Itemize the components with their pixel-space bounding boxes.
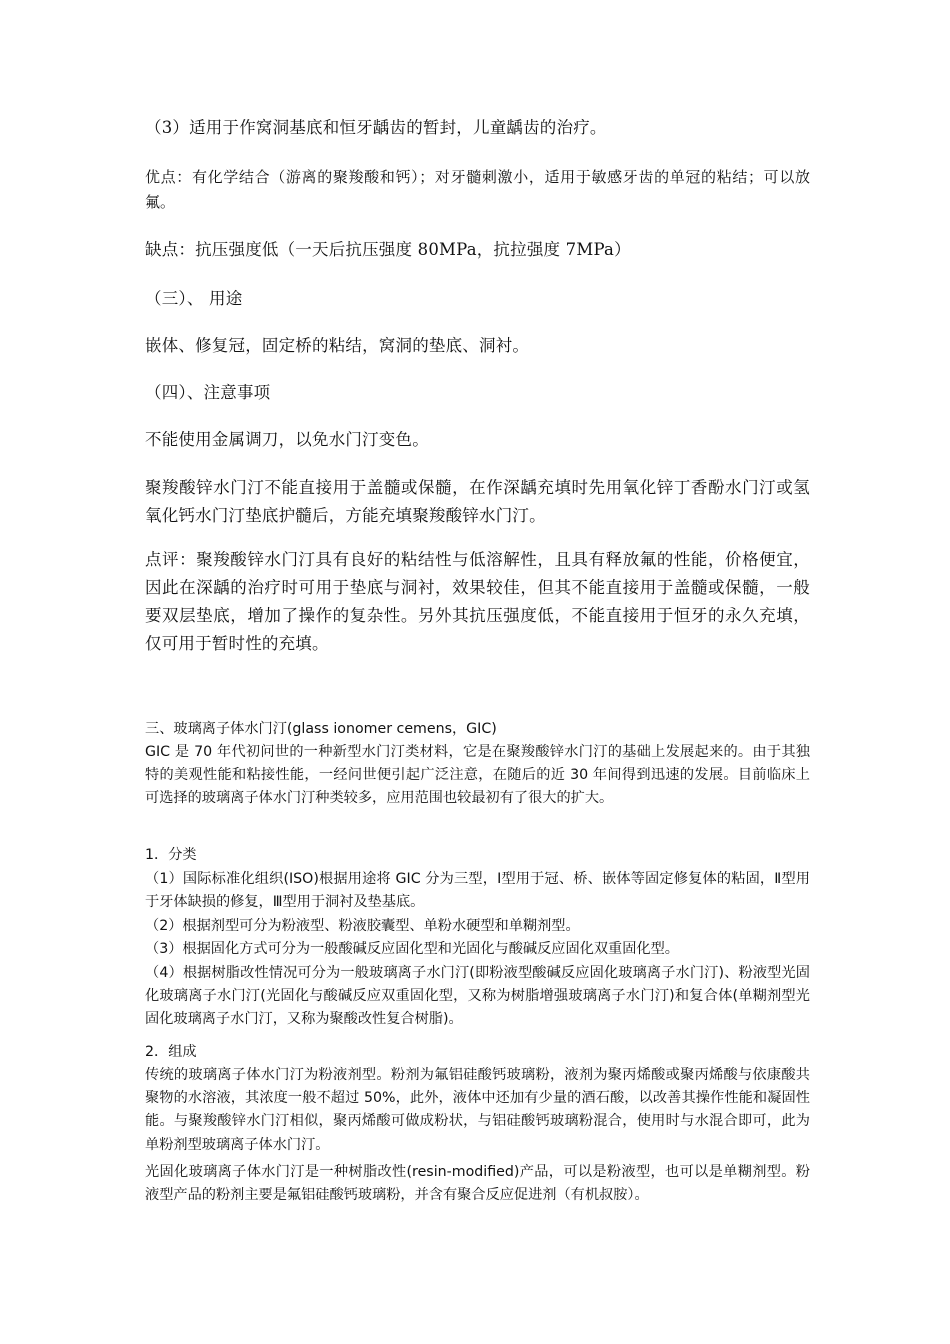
paragraph-disadvantages: 缺点：抗压强度低（一天后抗压强度 80MPa，抗拉强度 7MPa） bbox=[145, 240, 631, 259]
heading-composition: 2．组成 bbox=[145, 1044, 197, 1060]
heading-classification: 1．分类 bbox=[145, 847, 197, 863]
paragraph-note-1: 不能使用金属调刀，以免水门汀变色。 bbox=[145, 430, 429, 449]
paragraph-item-3: （3）适用于作窝洞基底和恒牙龋齿的暂封，儿童龋齿的治疗。 bbox=[145, 118, 607, 137]
paragraph-class-2: （2）根据剂型可分为粉液型、粉液胶囊型、单粉水硬型和单糊剂型。 bbox=[145, 918, 580, 934]
paragraph-gic-intro: GIC 是 70 年代初问世的一种新型水门汀类材料，它是在聚羧酸锌水门汀的基础上发展起来的。由于其独特的美观性能和粘接性能，一经问世便引起广泛注意，在随后的近 30 年间得到迅速的发展。目前临床上可选择的玻璃离子体水门汀种类较多，应用范围也较最初有了很大的扩大。 bbox=[145, 744, 810, 807]
paragraph-comment: 点评：聚羧酸锌水门汀具有良好的粘结性与低溶解性，且具有释放氟的性能，价格便宜，因此在深龋的治疗时可用于垫底与洞衬，效果较佳，但其不能直接用于盖髓或保髓，一般要双层垫底，增加了操作的复杂性。另外其抗压强度低，不能直接用于恒牙的永久充填，仅可用于暂时性的充填。 bbox=[145, 550, 810, 653]
section-title-gic: 三、玻璃离子体水门汀(glass ionomer cemens，GIC) bbox=[145, 721, 497, 737]
paragraph-composition-2: 光固化玻璃离子体水门汀是一种树脂改性(resin-modified)产品，可以是粉液型，也可以是单糊剂型。粉液型产品的粉剂主要是氟铝硅酸钙玻璃粉，并含有聚合反应促进剂（有机叔胺）。 bbox=[145, 1164, 810, 1204]
paragraph-advantages: 优点：有化学结合（游离的聚羧酸和钙）；对牙髓刺激小，适用于敏感牙齿的单冠的粘结；可以放氟。 bbox=[145, 168, 810, 211]
heading-uses: （三）、 用途 bbox=[145, 289, 243, 308]
paragraph-class-1: （1）国际标准化组织(ISO)根据用途将 GIC 分为三型，Ⅰ型用于冠、桥、嵌体等固定修复体的粘固，Ⅱ型用于牙体缺损的修复，Ⅲ型用于洞衬及垫基底。 bbox=[145, 871, 810, 911]
paragraph-class-3: （3）根据固化方式可分为一般酸碱反应固化型和光固化与酸碱反应固化双重固化型。 bbox=[145, 941, 679, 957]
paragraph-class-4: （4）根据树脂改性情况可分为一般玻璃离子水门汀(即粉液型酸碱反应固化玻璃离子水门汀)、粉液型光固化玻璃离子水门汀(光固化与酸碱反应双重固化型，又称为树脂增强玻璃离子水门汀)和复合体(单糊剂型光固化玻璃离子水门汀，又称为聚酸改性复合树脂)。 bbox=[145, 965, 810, 1028]
paragraph-note-2: 聚羧酸锌水门汀不能直接用于盖髓或保髓，在作深龋充填时先用氧化锌丁香酚水门汀或氢氧化钙水门汀垫底护髓后，方能充填聚羧酸锌水门汀。 bbox=[145, 478, 810, 525]
heading-notes: （四）、注意事项 bbox=[145, 383, 271, 402]
paragraph-composition-1: 传统的玻璃离子体水门汀为粉液剂型。粉剂为氟铝硅酸钙玻璃粉，液剂为聚丙烯酸或聚丙烯酸与依康酸共聚物的水溶液，其浓度一般不超过 50%，此外，液体中还加有少量的酒石酸，以改善其操作性能和凝固性能。与聚羧酸锌水门汀相似，聚丙烯酸可做成粉状，与铝硅酸钙玻璃粉混合，使用时与水混合即可，此为单粉剂型玻璃离子体水门汀。 bbox=[145, 1067, 810, 1153]
paragraph-uses: 嵌体、修复冠，固定桥的粘结，窝洞的垫底、洞衬。 bbox=[145, 336, 530, 355]
